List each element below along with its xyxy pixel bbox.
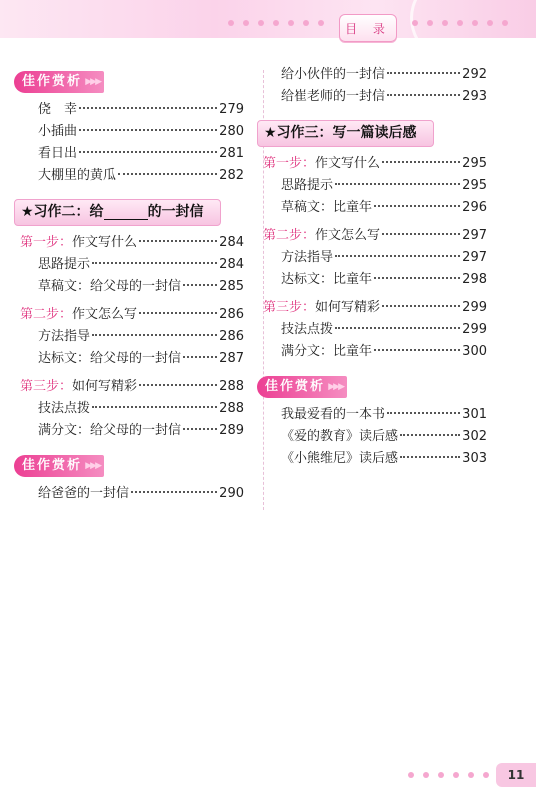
step-key: 第二步： — [263, 228, 316, 243]
leader-dots — [139, 312, 217, 314]
leader-dots — [183, 428, 217, 430]
entry-title — [263, 297, 380, 319]
step-key: 第三步： — [20, 379, 73, 394]
leader-dots — [387, 412, 460, 414]
toc-entry[interactable] — [14, 143, 244, 165]
entry-title — [20, 376, 137, 398]
leader-dots — [387, 72, 460, 74]
page-number: 292 — [462, 67, 487, 82]
leader-dots — [79, 107, 217, 109]
toc-entry[interactable] — [14, 326, 244, 348]
page-number: 284 — [219, 257, 244, 272]
page-number: 300 — [462, 344, 487, 359]
page-number: 302 — [462, 429, 487, 444]
toc-step[interactable] — [257, 225, 487, 247]
toc-entry[interactable] — [257, 404, 487, 426]
toc-entry[interactable] — [14, 483, 244, 505]
chapter-title-post: 的一封信 — [147, 204, 204, 220]
page-number: 301 — [462, 407, 487, 422]
toc-entry[interactable] — [14, 254, 244, 276]
header-dots-right — [412, 20, 508, 26]
toc-entry[interactable] — [257, 319, 487, 341]
toc-entry[interactable] — [14, 121, 244, 143]
page-number: 290 — [219, 486, 244, 501]
chapter-heading — [257, 120, 434, 147]
leader-dots — [131, 491, 217, 493]
entry-title: 我最爱看的一本书 — [281, 407, 386, 422]
spacer — [257, 363, 487, 375]
entry-title — [263, 153, 380, 175]
arrows-icon: ▶▶▶ — [85, 77, 101, 87]
leader-dots — [374, 277, 460, 279]
page-number: 282 — [219, 168, 244, 183]
leader-dots — [400, 434, 460, 436]
step-label: 作文写什么 — [72, 235, 138, 250]
toc-entry[interactable] — [257, 64, 487, 86]
toc-entry[interactable] — [257, 197, 487, 219]
spacer — [14, 442, 244, 454]
leader-dots — [374, 205, 460, 207]
leader-dots — [387, 94, 460, 96]
entry-title: 思路提示 — [281, 178, 334, 193]
entry-title: 方法指导 — [281, 250, 334, 265]
entry-title: 技法点拨 — [38, 401, 91, 416]
toc-entry[interactable] — [257, 247, 487, 269]
toc-step[interactable] — [14, 376, 244, 398]
toc-left-column — [14, 70, 244, 505]
leader-dots — [118, 173, 217, 175]
entry-title: 草稿文：给父母的一封信 — [38, 279, 182, 294]
toc-step[interactable] — [14, 304, 244, 326]
badge-label: 佳作赏析 — [265, 379, 326, 394]
page-title: 目 录 — [339, 14, 397, 42]
page-number: 296 — [462, 200, 487, 215]
section-badge — [257, 376, 347, 398]
leader-dots — [139, 240, 217, 242]
chapter-heading-row — [257, 120, 487, 147]
page-number: 285 — [219, 279, 244, 294]
toc-entry[interactable] — [14, 99, 244, 121]
step-label: 如何写精彩 — [72, 379, 138, 394]
toc-entry[interactable] — [14, 276, 244, 298]
leader-dots — [382, 233, 460, 235]
entry-title: 方法指导 — [38, 329, 91, 344]
entry-title: 大棚里的黄瓜 — [38, 168, 117, 183]
page-number: 284 — [219, 235, 244, 250]
leader-dots — [139, 384, 217, 386]
page-number: 299 — [462, 322, 487, 337]
toc-step[interactable] — [14, 232, 244, 254]
leader-dots — [79, 151, 217, 153]
leader-dots — [374, 349, 460, 351]
chapter-title-pre: ★习作三：写一篇读后感 — [264, 125, 417, 141]
page-number: 303 — [462, 451, 487, 466]
toc-entry[interactable] — [257, 448, 487, 470]
entry-title: 给小伙伴的一封信 — [281, 67, 386, 82]
chapter-title-pre: ★习作二：给 — [21, 204, 104, 220]
section-badge-row — [14, 70, 244, 93]
entry-title: 给爸爸的一封信 — [38, 486, 130, 501]
page-number: 11 — [496, 763, 536, 787]
blank-line — [104, 205, 148, 220]
spacer — [257, 108, 487, 120]
entry-title: 思路提示 — [38, 257, 91, 272]
toc-entry[interactable] — [257, 269, 487, 291]
footer-dots — [408, 772, 504, 778]
page-number: 298 — [462, 272, 487, 287]
page-number: 288 — [219, 379, 244, 394]
leader-dots — [335, 255, 460, 257]
leader-dots — [79, 129, 217, 131]
page-number: 299 — [462, 300, 487, 315]
toc-right-column — [257, 64, 487, 470]
step-key: 第一步： — [263, 156, 316, 171]
step-key: 第一步： — [20, 235, 73, 250]
leader-dots — [92, 262, 217, 264]
leader-dots — [335, 327, 460, 329]
entry-title — [20, 232, 137, 254]
entry-title: 草稿文：比童年 — [281, 200, 373, 215]
leader-dots — [335, 183, 460, 185]
page-number: 288 — [219, 401, 244, 416]
toc-step[interactable] — [257, 153, 487, 175]
toc-entry[interactable] — [14, 398, 244, 420]
page-number: 287 — [219, 351, 244, 366]
toc-entry[interactable] — [257, 341, 487, 363]
header-dots-left — [228, 20, 324, 26]
entry-title: 满分文：给父母的一封信 — [38, 423, 182, 438]
step-label: 作文怎么写 — [72, 307, 138, 322]
page-number: 289 — [219, 423, 244, 438]
toc-entry[interactable] — [257, 175, 487, 197]
page-number: 295 — [462, 156, 487, 171]
page-number: 286 — [219, 307, 244, 322]
arrows-icon: ▶▶▶ — [85, 461, 101, 471]
entry-title: 满分文：比童年 — [281, 344, 373, 359]
entry-title: 给崔老师的一封信 — [281, 89, 386, 104]
toc-entry[interactable] — [14, 420, 244, 442]
badge-label: 佳作赏析 — [22, 458, 83, 473]
leader-dots — [382, 305, 460, 307]
section-badge-row — [257, 375, 487, 398]
step-key: 第二步： — [20, 307, 73, 322]
toc-entry[interactable] — [14, 348, 244, 370]
entry-title: 看日出 — [38, 146, 78, 161]
leader-dots — [183, 284, 217, 286]
entry-title: 达标文：比童年 — [281, 272, 373, 287]
page-number: 297 — [462, 250, 487, 265]
step-label: 如何写精彩 — [315, 300, 381, 315]
entry-title: 《爱的教育》读后感 — [281, 429, 399, 444]
entry-title: 技法点拨 — [281, 322, 334, 337]
leader-dots — [183, 356, 217, 358]
page-number: 297 — [462, 228, 487, 243]
spacer — [14, 187, 244, 199]
arrows-icon: ▶▶▶ — [328, 382, 344, 392]
page-number: 293 — [462, 89, 487, 104]
page-number: 286 — [219, 329, 244, 344]
toc-entry[interactable] — [257, 426, 487, 448]
toc-step[interactable] — [257, 297, 487, 319]
chapter-heading — [14, 199, 221, 226]
badge-label: 佳作赏析 — [22, 74, 83, 89]
section-badge-row — [14, 454, 244, 477]
page-number: 295 — [462, 178, 487, 193]
entry-title: 侥 幸 — [38, 102, 78, 117]
entry-title: 小插曲 — [38, 124, 78, 139]
page-number: 279 — [219, 102, 244, 117]
step-label: 作文怎么写 — [315, 228, 381, 243]
entry-title — [263, 225, 380, 247]
page-number: 281 — [219, 146, 244, 161]
toc-entry[interactable] — [14, 165, 244, 187]
entry-title — [20, 304, 137, 326]
leader-dots — [92, 334, 217, 336]
leader-dots — [92, 406, 217, 408]
chapter-heading-row — [14, 199, 244, 226]
page-number: 280 — [219, 124, 244, 139]
leader-dots — [382, 161, 460, 163]
step-key: 第三步： — [263, 300, 316, 315]
section-badge — [14, 455, 104, 477]
section-badge — [14, 71, 104, 93]
toc-entry[interactable] — [257, 86, 487, 108]
entry-title: 《小熊维尼》读后感 — [281, 451, 399, 466]
entry-title: 达标文：给父母的一封信 — [38, 351, 182, 366]
leader-dots — [400, 456, 460, 458]
step-label: 作文写什么 — [315, 156, 381, 171]
